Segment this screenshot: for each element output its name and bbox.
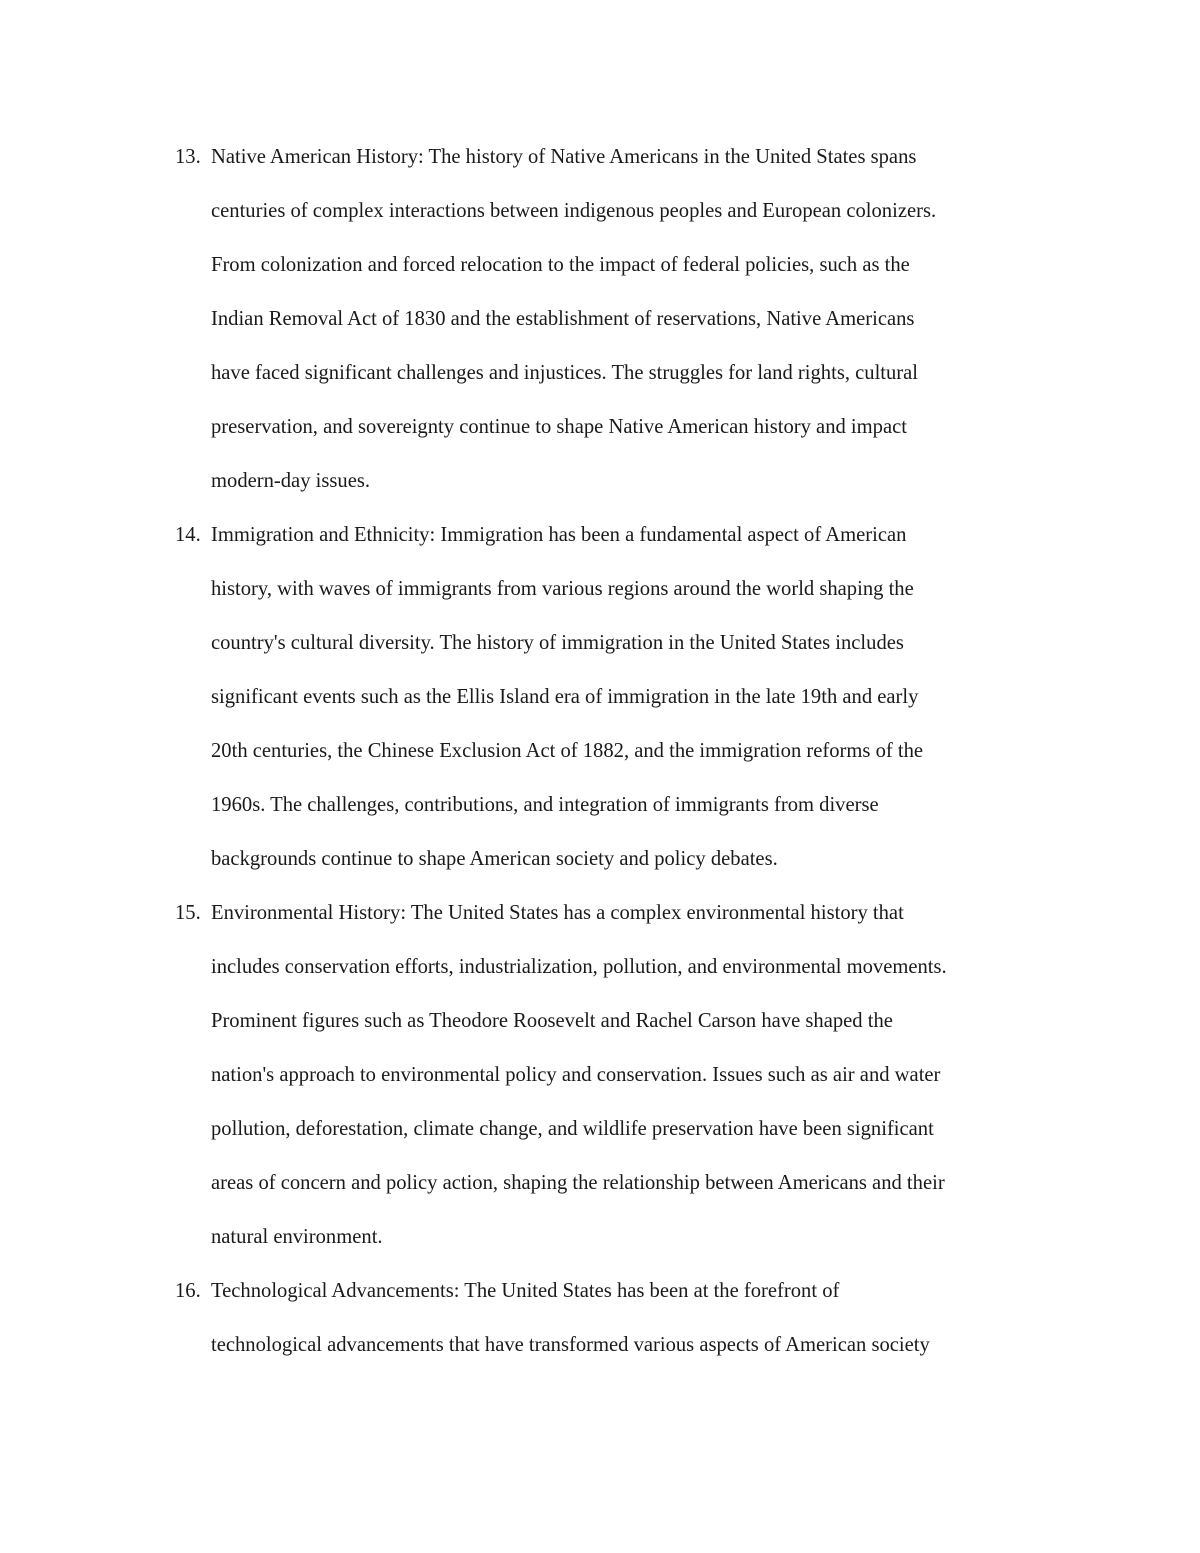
item-number: 16. [175,1280,201,1302]
item-text-line: backgrounds continue to shape American society and policy debates. [211,848,778,870]
item-text-line: natural environment. [211,1226,383,1248]
item-text-line: 20th centuries, the Chinese Exclusion Act of 1882, and the immigration reforms of the [211,740,924,762]
item-number: 15. [175,902,201,924]
item-text-line: Immigration and Ethnicity: Immigration has been a fundamental aspect of American [211,524,907,546]
item-text-line: nation's approach to environmental policy and conservation. Issues such as air and water [211,1064,941,1086]
item-text-line: technological advancements that have transformed various aspects of American society [211,1334,930,1356]
item-text-line: country's cultural diversity. The history of immigration in the United States includes [211,632,904,654]
list-item-14 [175,508,1055,886]
item-text-line: Environmental History: The United States has a complex environmental history that [211,902,904,924]
item-text-line: significant events such as the Ellis Island era of immigration in the late 19th and early [211,686,919,708]
item-text-line: Indian Removal Act of 1830 and the establishment of reservations, Native Americans [211,308,915,330]
item-text-line: Native American History: The history of Native Americans in the United States spans [211,146,917,168]
item-text-line: have faced significant challenges and injustices. The struggles for land rights, cultural [211,362,919,384]
item-text-line: centuries of complex interactions between indigenous peoples and European colonizers. [211,200,937,222]
item-text-line: pollution, deforestation, climate change, and wildlife preservation have been significant [211,1118,934,1140]
item-text-line: 1960s. The challenges, contributions, and integration of immigrants from diverse [211,794,879,816]
item-text-line: areas of concern and policy action, shaping the relationship between Americans and their [211,1172,945,1194]
list-item-16 [175,1264,1055,1372]
item-text-line: modern-day issues. [211,470,370,492]
item-text-line: history, with waves of immigrants from various regions around the world shaping the [211,578,914,600]
list-item-15 [175,886,1055,1264]
item-number: 14. [175,524,201,546]
item-text-line: includes conservation efforts, industrialization, pollution, and environmental movements. [211,956,947,978]
item-number: 13. [175,146,201,168]
list-item-13 [175,130,1055,508]
numbered-list [175,130,1055,1372]
item-text-line: From colonization and forced relocation to the impact of federal policies, such as the [211,254,910,276]
item-text-line: Prominent figures such as Theodore Roosevelt and Rachel Carson have shaped the [211,1010,893,1032]
item-text-line: Technological Advancements: The United States has been at the forefront of [211,1280,840,1302]
item-text-line: preservation, and sovereignty continue to shape Native American history and impact [211,416,907,438]
